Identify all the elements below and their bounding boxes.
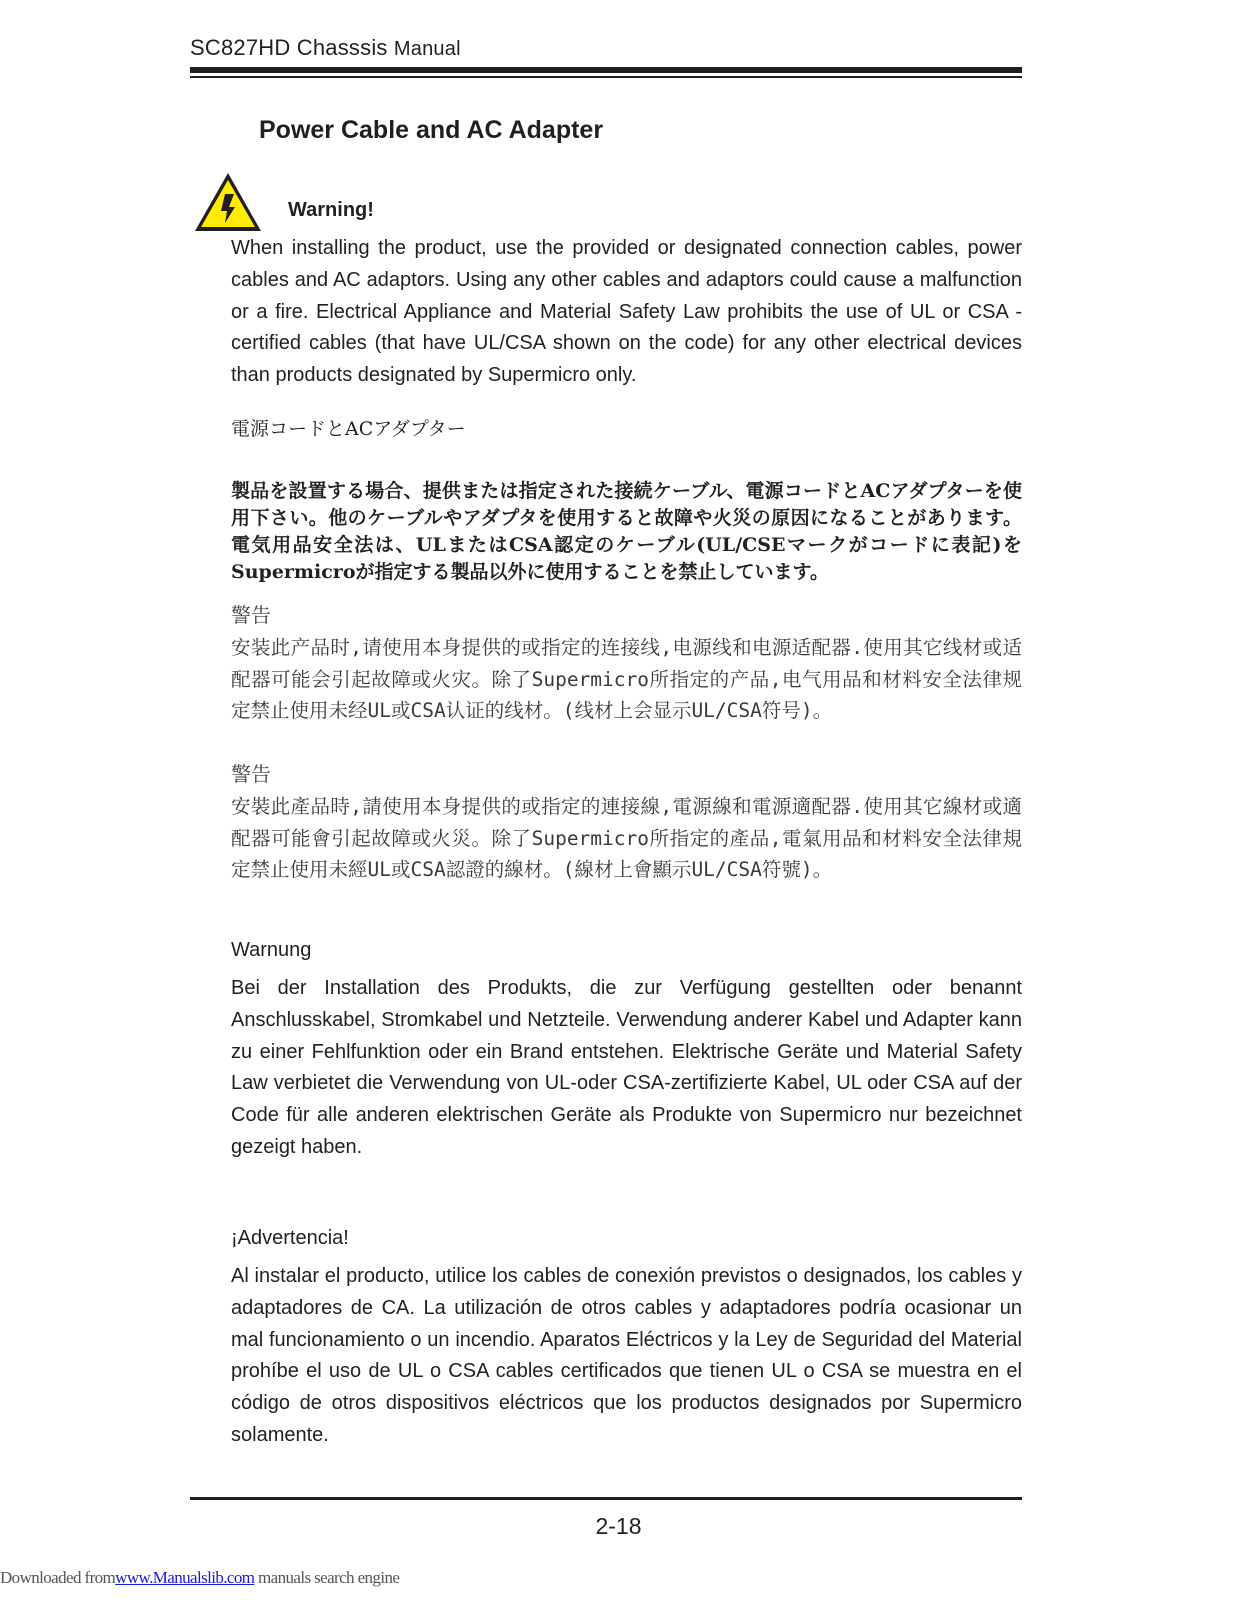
chinese-traditional-block	[231, 761, 1022, 886]
high-voltage-warning-icon	[192, 170, 264, 234]
spanish-text: Al instalar el producto, utilice los cables de conexión previstos o designados, los cables y adaptadores de CA. La utilización de otros cables y adaptadores podría ocasionar un mal funcionamiento o un incendio. Aparatos Eléctricos y la Ley de Seguridad del Material prohíbe el uso de UL o CSA cables certificados que tienen UL o CSA se muestra en el código de otros dispositivos eléctricos que los productos designados por Supermicro solamente.	[231, 1265, 1022, 1446]
warning-label: Warning!	[288, 199, 374, 221]
japanese-text: 製品を設置する場合、提供または指定された接続ケーブル、電源コードとACアダプターを使用下さい。他のケーブルやアダプタを使用すると故障や火災の原因になることがあります。電気用品安全法は、ULまたはCSA認定のケーブル(UL/CSEマークがコードに表記)をSupermicroが指定する製品以外に使用することを禁止しています。	[231, 480, 1022, 583]
english-warning-block	[231, 233, 1022, 392]
manual-title-suffix: Manual	[393, 38, 461, 60]
japanese-warning-block	[231, 416, 1022, 586]
german-warning-block	[231, 937, 1022, 1164]
spanish-title: ¡Advertencia!	[231, 1227, 349, 1249]
header-rule-thick	[190, 67, 1022, 73]
download-notice	[0, 1567, 399, 1589]
download-suffix: manuals search engine	[254, 1568, 400, 1587]
section-title: Power Cable and AC Adapter	[259, 116, 604, 144]
footer-rule	[190, 1497, 1022, 1500]
english-warning-text: When installing the product, use the provided or designated connection cables, power cables and AC adaptors. Using any other cables and adaptors could cause a malfunction or a fire. Electrical Appliance and Material Safety Law prohibits the use of UL or CSA -certified cables (that have UL/CSA shown on the code) for any other electrical devices than products designated by Supermicro only.	[231, 237, 1022, 387]
header-rule-thin	[190, 76, 1022, 78]
chinese-traditional-title: 警告	[231, 762, 271, 786]
page-number: 2-18	[595, 1513, 642, 1539]
german-text: Bei der Installation des Produkts, die zur Verfügung gestellten oder benannt Anschlusskabel, Stromkabel und Netzteile. Verwendung anderer Kabel und Adapter kann zu einer Fehlfunktion oder ein Brand entstehen. Elektrische Geräte und Material Safety Law verbietet die Verwendung von UL-oder CSA-zertifizierte Kabel, UL oder CSA auf der Code für alle anderen elektrischen Geräte als Produkte von Supermicro nur bezeichnet gezeigt haben.	[231, 977, 1022, 1158]
spanish-warning-block	[231, 1225, 1022, 1452]
chinese-simplified-text: 安装此产品时,请使用本身提供的或指定的连接线,电源线和电源适配器.使用其它线材或适配器可能会引起故障或火灾。除了Supermicro所指定的产品,电气用品和材料安全法律规定禁止使用未经UL或CSA认证的线材。(线材上会显示UL/CSA符号)。	[231, 636, 1022, 722]
download-prefix: Downloaded from	[0, 1568, 116, 1587]
manual-title: SC827HD Chasssis Manual	[190, 35, 461, 60]
chinese-simplified-block	[231, 602, 1022, 727]
manualslib-link[interactable]: www.Manualslib.com	[115, 1568, 255, 1587]
page-header	[190, 34, 1022, 63]
chinese-simplified-title: 警告	[231, 603, 271, 627]
chinese-traditional-text: 安裝此產品時,請使用本身提供的或指定的連接線,電源線和電源適配器.使用其它線材或適配器可能會引起故障或火災。除了Supermicro所指定的產品,電氣用品和材料安全法律規定禁止使用未經UL或CSA認證的線材。(線材上會顯示UL/CSA符號)。	[231, 795, 1022, 881]
japanese-title: 電源コードとACアダプター	[231, 418, 466, 440]
german-title: Warnung	[231, 939, 312, 961]
